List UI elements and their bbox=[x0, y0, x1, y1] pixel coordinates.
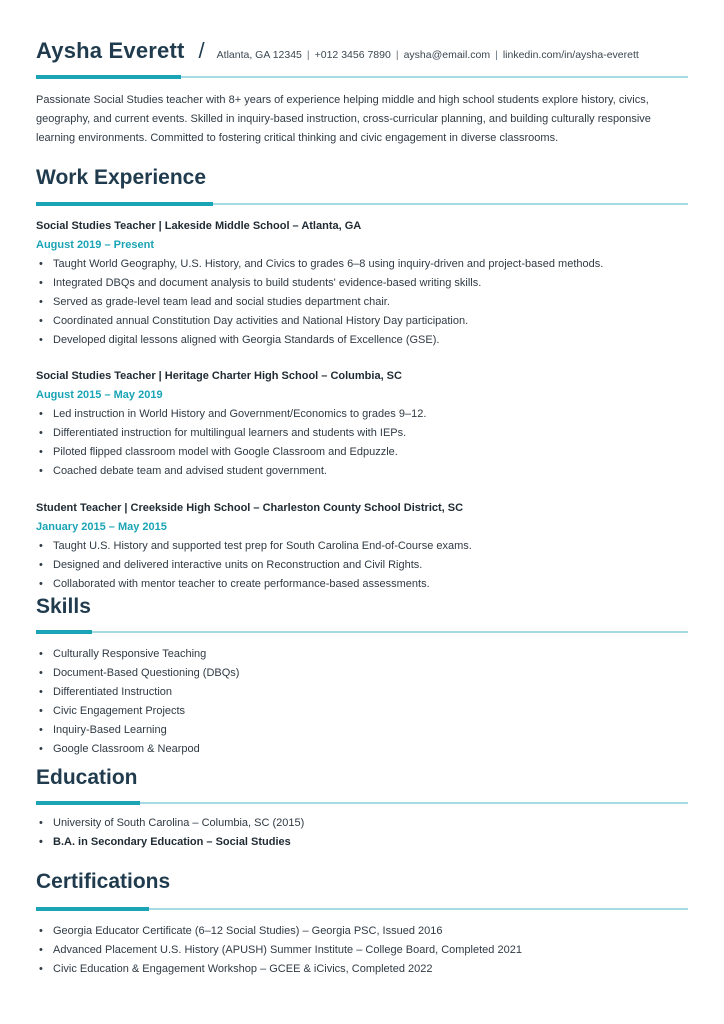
certifications-rule bbox=[36, 907, 688, 911]
contact-separator: | bbox=[306, 49, 310, 61]
skills-rule bbox=[36, 630, 688, 634]
contact-email[interactable]: aysha@email.com bbox=[403, 49, 491, 61]
contact-linkedin[interactable]: linkedin.com/in/aysha-everett bbox=[502, 49, 639, 61]
job-bullets bbox=[36, 255, 688, 350]
list-item: • Differentiated Instruction bbox=[36, 683, 688, 702]
education-rule bbox=[36, 801, 688, 805]
job-entry bbox=[36, 499, 688, 594]
contact-separator: | bbox=[395, 49, 399, 61]
list-item: • Developed digital lessons aligned with Georgia Standards of Excellence (GSE). bbox=[36, 331, 688, 350]
certifications-list bbox=[36, 922, 688, 979]
job-title: Student Teacher | Creekside High School – Charleston County School District, SC bbox=[36, 502, 464, 514]
list-item: • Collaborated with mentor teacher to create performance-based assessments. bbox=[36, 575, 688, 594]
header-rule bbox=[36, 75, 688, 79]
education-school: • University of South Carolina – Columbia, SC (2015) bbox=[36, 814, 688, 833]
list-item: • Integrated DBQs and document analysis to build students' evidence-based writing skills. bbox=[36, 274, 688, 293]
education-heading: Education bbox=[36, 766, 138, 789]
list-item: • Georgia Educator Certificate (6–12 Social Studies) – Georgia PSC, Issued 2016 bbox=[36, 922, 688, 941]
contact-info bbox=[217, 49, 639, 61]
resume-header bbox=[36, 38, 688, 66]
job-entry bbox=[36, 367, 688, 481]
contact-separator: | bbox=[495, 49, 498, 61]
list-item: • Advanced Placement U.S. History (APUSH) Summer Institute – College Board, Completed 2021 bbox=[36, 941, 688, 960]
list-item: • Differentiated instruction for multilingual learners and students with IEPs. bbox=[36, 424, 688, 443]
list-item: • Culturally Responsive Teaching bbox=[36, 645, 688, 664]
job-bullets bbox=[36, 405, 688, 481]
work-experience-rule bbox=[36, 202, 688, 206]
education-block bbox=[36, 814, 688, 852]
job-dates: August 2015 – May 2019 bbox=[36, 389, 163, 401]
list-item: • Inquiry-Based Learning bbox=[36, 721, 688, 740]
education-degree: • B.A. in Secondary Education – Social Studies bbox=[36, 833, 688, 852]
education-list bbox=[36, 814, 688, 852]
list-item: • Coordinated annual Constitution Day activities and National History Day participation. bbox=[36, 312, 688, 331]
list-item: • Designed and delivered interactive units on Reconstruction and Civil Rights. bbox=[36, 556, 688, 575]
list-item: • Piloted flipped classroom model with Google Classroom and Edpuzzle. bbox=[36, 443, 688, 462]
skills-list-block bbox=[36, 645, 688, 759]
list-item: • Document-Based Questioning (DBQs) bbox=[36, 664, 688, 683]
job-entry bbox=[36, 217, 688, 350]
certifications-heading: Certifications bbox=[36, 870, 171, 893]
job-title: Social Studies Teacher | Lakeside Middle School – Atlanta, GA bbox=[36, 220, 362, 232]
list-item: • Led instruction in World History and Government/Economics to grades 9–12. bbox=[36, 405, 688, 424]
contact-location: Atlanta, GA 12345 bbox=[216, 49, 302, 61]
professional-summary: Passionate Social Studies teacher with 8+ years of experience helping middle and high school students explore history, civics, geography, and current events. Skilled in inquiry-based instruction, cross-curricular planning, and building culturally responsive learning environments. Committed to fostering critical thinking and civic engagement in diverse classrooms. bbox=[36, 94, 651, 144]
work-experience-heading: Work Experience bbox=[36, 166, 207, 189]
skills-heading: Skills bbox=[36, 595, 91, 618]
job-bullets bbox=[36, 537, 688, 594]
job-dates: January 2015 – May 2015 bbox=[36, 521, 167, 533]
list-item: • Taught World Geography, U.S. History, and Civics to grades 6–8 using inquiry-driven and project-based methods. bbox=[36, 255, 688, 274]
list-item: • Served as grade-level team lead and social studies department chair. bbox=[36, 293, 688, 312]
list-item: • Civic Engagement Projects bbox=[36, 702, 688, 721]
candidate-name: Aysha Everett bbox=[36, 38, 185, 63]
job-dates: August 2019 – Present bbox=[36, 239, 154, 251]
name-divider: / bbox=[198, 38, 205, 63]
list-item: • Taught U.S. History and supported test prep for South Carolina End-of-Course exams. bbox=[36, 537, 688, 556]
job-title: Social Studies Teacher | Heritage Charter High School – Columbia, SC bbox=[36, 370, 402, 382]
certifications-block bbox=[36, 922, 688, 979]
list-item: • Civic Education & Engagement Workshop – GCEE & iCivics, Completed 2022 bbox=[36, 960, 688, 979]
skills-list bbox=[36, 645, 688, 759]
list-item: • Coached debate team and advised student government. bbox=[36, 462, 688, 481]
contact-phone: +012 3456 7890 bbox=[314, 49, 391, 61]
list-item: • Google Classroom & Nearpod bbox=[36, 740, 688, 759]
